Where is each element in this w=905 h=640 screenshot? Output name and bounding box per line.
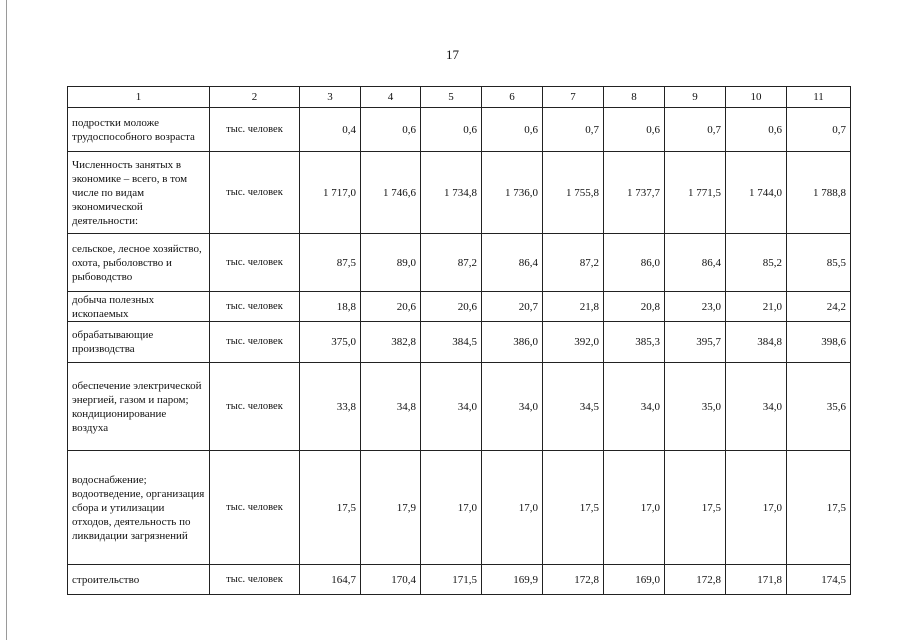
row-value: 169,0 bbox=[604, 565, 665, 595]
header-cell: 5 bbox=[421, 87, 482, 108]
row-unit: тыс. человек bbox=[210, 152, 300, 234]
row-name: подростки моложе трудоспособного возраста bbox=[68, 108, 210, 152]
row-unit: тыс. человек bbox=[210, 108, 300, 152]
row-name: добыча полезных ископаемых bbox=[68, 292, 210, 322]
row-unit: тыс. человек bbox=[210, 292, 300, 322]
row-value: 0,7 bbox=[543, 108, 604, 152]
row-value: 384,5 bbox=[421, 322, 482, 363]
row-value: 1 736,0 bbox=[482, 152, 543, 234]
row-value: 87,5 bbox=[300, 234, 361, 292]
table-row bbox=[68, 451, 851, 565]
row-value: 87,2 bbox=[421, 234, 482, 292]
row-value: 21,0 bbox=[726, 292, 787, 322]
row-value: 86,4 bbox=[665, 234, 726, 292]
row-value: 17,0 bbox=[726, 451, 787, 565]
row-value: 0,4 bbox=[300, 108, 361, 152]
row-name: обрабатывающие производства bbox=[68, 322, 210, 363]
row-value: 35,6 bbox=[787, 363, 851, 451]
row-value: 34,0 bbox=[604, 363, 665, 451]
header-row bbox=[68, 87, 851, 108]
row-value: 86,0 bbox=[604, 234, 665, 292]
header-cell: 10 bbox=[726, 87, 787, 108]
row-value: 33,8 bbox=[300, 363, 361, 451]
row-value: 0,6 bbox=[726, 108, 787, 152]
row-value: 375,0 bbox=[300, 322, 361, 363]
table-row bbox=[68, 152, 851, 234]
row-value: 171,5 bbox=[421, 565, 482, 595]
table-row bbox=[68, 234, 851, 292]
row-value: 20,6 bbox=[421, 292, 482, 322]
table-row bbox=[68, 108, 851, 152]
table-row bbox=[68, 363, 851, 451]
row-value: 34,0 bbox=[726, 363, 787, 451]
row-value: 23,0 bbox=[665, 292, 726, 322]
scan-left-edge bbox=[6, 0, 7, 640]
row-value: 0,6 bbox=[604, 108, 665, 152]
row-value: 172,8 bbox=[665, 565, 726, 595]
row-value: 20,7 bbox=[482, 292, 543, 322]
row-value: 1 746,6 bbox=[361, 152, 421, 234]
row-value: 20,8 bbox=[604, 292, 665, 322]
table-header bbox=[68, 87, 851, 108]
table-body bbox=[68, 108, 851, 595]
row-value: 17,5 bbox=[300, 451, 361, 565]
table-row bbox=[68, 292, 851, 322]
row-value: 35,0 bbox=[665, 363, 726, 451]
header-cell: 4 bbox=[361, 87, 421, 108]
row-value: 34,5 bbox=[543, 363, 604, 451]
row-name: сельское, лесное хозяйство, охота, рыболовство и рыбоводство bbox=[68, 234, 210, 292]
row-value: 17,5 bbox=[787, 451, 851, 565]
row-name: обеспечение электрической энергией, газом и паром; кондиционирование воздуха bbox=[68, 363, 210, 451]
row-unit: тыс. человек bbox=[210, 565, 300, 595]
row-value: 398,6 bbox=[787, 322, 851, 363]
row-name: Численность занятых в экономике – всего, в том числе по видам экономической деятельности: bbox=[68, 152, 210, 234]
row-unit: тыс. человек bbox=[210, 234, 300, 292]
row-value: 386,0 bbox=[482, 322, 543, 363]
row-value: 0,6 bbox=[361, 108, 421, 152]
row-value: 89,0 bbox=[361, 234, 421, 292]
row-value: 169,9 bbox=[482, 565, 543, 595]
row-name: строительство bbox=[68, 565, 210, 595]
row-value: 24,2 bbox=[787, 292, 851, 322]
row-value: 0,7 bbox=[665, 108, 726, 152]
row-value: 1 771,5 bbox=[665, 152, 726, 234]
row-unit: тыс. человек bbox=[210, 363, 300, 451]
table-row bbox=[68, 565, 851, 595]
row-value: 1 717,0 bbox=[300, 152, 361, 234]
row-value: 392,0 bbox=[543, 322, 604, 363]
row-value: 174,5 bbox=[787, 565, 851, 595]
header-cell: 2 bbox=[210, 87, 300, 108]
table-row bbox=[68, 322, 851, 363]
page-number: 17 bbox=[446, 47, 459, 62]
row-value: 1 755,8 bbox=[543, 152, 604, 234]
row-value: 86,4 bbox=[482, 234, 543, 292]
header-cell: 3 bbox=[300, 87, 361, 108]
row-value: 85,5 bbox=[787, 234, 851, 292]
row-value: 0,6 bbox=[421, 108, 482, 152]
row-value: 1 744,0 bbox=[726, 152, 787, 234]
row-value: 21,8 bbox=[543, 292, 604, 322]
row-value: 34,0 bbox=[421, 363, 482, 451]
header-cell: 8 bbox=[604, 87, 665, 108]
row-value: 17,5 bbox=[543, 451, 604, 565]
row-value: 0,6 bbox=[482, 108, 543, 152]
row-value: 17,0 bbox=[421, 451, 482, 565]
row-value: 171,8 bbox=[726, 565, 787, 595]
row-unit: тыс. человек bbox=[210, 322, 300, 363]
row-value: 1 788,8 bbox=[787, 152, 851, 234]
row-value: 385,3 bbox=[604, 322, 665, 363]
row-value: 17,0 bbox=[604, 451, 665, 565]
header-cell: 1 bbox=[68, 87, 210, 108]
row-value: 87,2 bbox=[543, 234, 604, 292]
row-value: 18,8 bbox=[300, 292, 361, 322]
row-value: 395,7 bbox=[665, 322, 726, 363]
row-value: 34,8 bbox=[361, 363, 421, 451]
header-cell: 11 bbox=[787, 87, 851, 108]
row-value: 17,9 bbox=[361, 451, 421, 565]
row-value: 382,8 bbox=[361, 322, 421, 363]
header-cell: 6 bbox=[482, 87, 543, 108]
row-value: 34,0 bbox=[482, 363, 543, 451]
row-value: 1 737,7 bbox=[604, 152, 665, 234]
row-value: 384,8 bbox=[726, 322, 787, 363]
row-value: 170,4 bbox=[361, 565, 421, 595]
statistics-table bbox=[67, 86, 851, 595]
row-name: водоснабжение; водоотведение, организация сбора и утилизации отходов, деятельность по ликвидации загрязнений bbox=[68, 451, 210, 565]
row-value: 17,0 bbox=[482, 451, 543, 565]
row-value: 20,6 bbox=[361, 292, 421, 322]
row-value: 172,8 bbox=[543, 565, 604, 595]
row-value: 0,7 bbox=[787, 108, 851, 152]
row-value: 85,2 bbox=[726, 234, 787, 292]
row-unit: тыс. человек bbox=[210, 451, 300, 565]
header-cell: 7 bbox=[543, 87, 604, 108]
row-value: 17,5 bbox=[665, 451, 726, 565]
row-value: 164,7 bbox=[300, 565, 361, 595]
header-cell: 9 bbox=[665, 87, 726, 108]
row-value: 1 734,8 bbox=[421, 152, 482, 234]
